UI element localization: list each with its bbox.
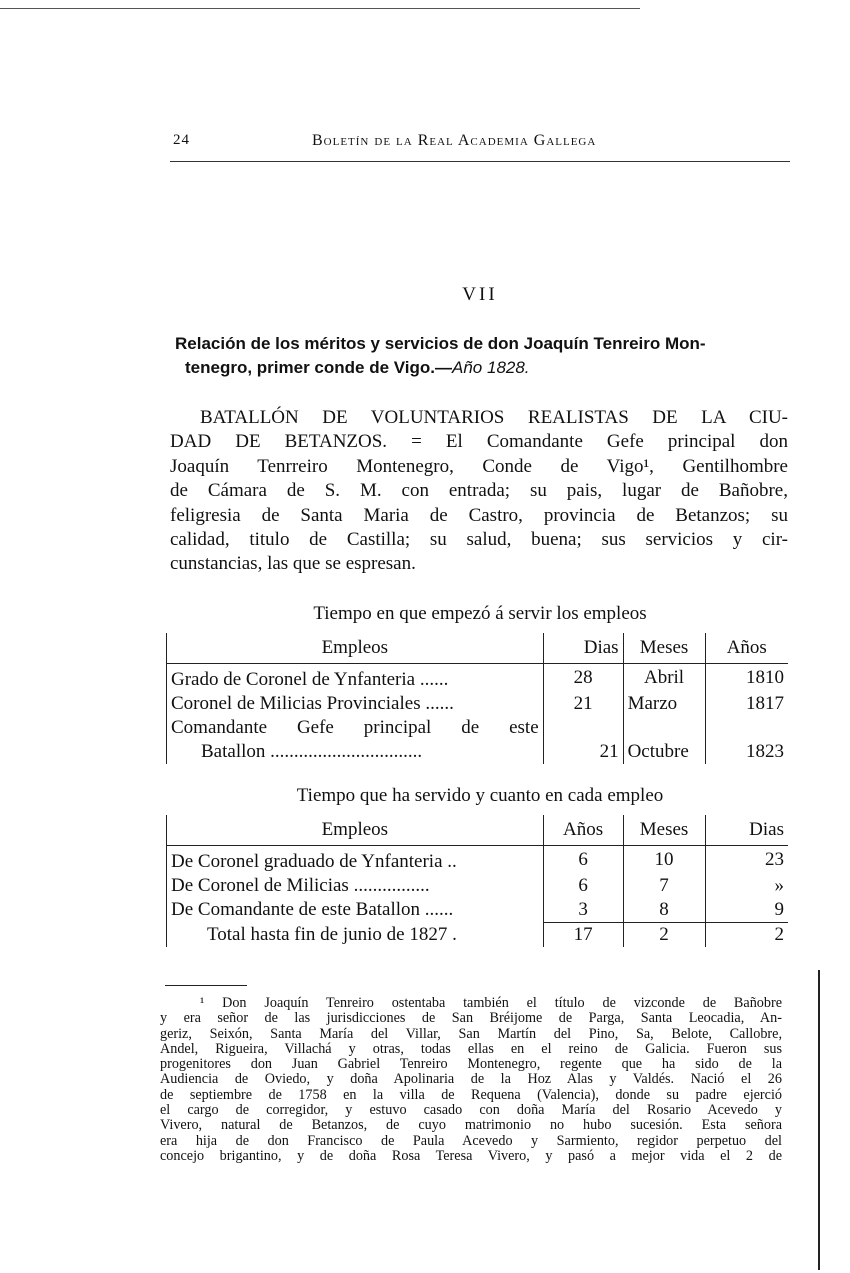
cell: 7	[623, 874, 705, 898]
cell: 1817	[705, 692, 788, 716]
title-line-1: Relación de los méritos y servicios de don Joaquín Tenreiro Mon-	[175, 334, 706, 353]
scan-artifact-line	[0, 8, 640, 9]
footnote-line: progenitores don Juan Gabriel Tenreiro Montenegro, regente que ha sido de la	[160, 1056, 782, 1073]
cell: 21	[543, 740, 623, 764]
section-number: VII	[462, 284, 498, 305]
footnote-line: Andel, Rigueira, Villachá y otras, todas ellas en el reino de Galicia. Fueron sus	[160, 1040, 782, 1057]
footnote-line: ¹ Don Joaquín Tenreiro ostentaba también el título de vizconde de Bañobre	[200, 995, 782, 1011]
paragraph-line: calidad, titulo de Castilla; su salud, buena; sus servicios y cir-	[170, 529, 788, 551]
cell: Batallon ................................	[167, 740, 544, 764]
cell: Grado de Coronel de Ynfanteria ......	[167, 664, 544, 693]
cell: De Coronel graduado de Ynfanteria ..	[167, 846, 544, 875]
cell: 6	[543, 874, 623, 898]
header-cell: Dias	[705, 815, 788, 846]
cell: Comandante Gefe principal de este	[167, 716, 544, 740]
footnote-line: Audiencia de Oviedo, y doña Apolinaria de la Hoz Alas y Valdés. Nació el 26	[160, 1071, 782, 1088]
table-row	[167, 846, 789, 875]
header-cell: Meses	[623, 815, 705, 846]
paragraph-line: de Cámara de S. M. con entrada; su pais, lugar de Bañobre,	[170, 480, 788, 502]
paragraph-line: feligresia de Santa Maria de Castro, provincia de Betanzos; su	[170, 504, 788, 526]
cell	[543, 716, 623, 740]
cell: Octubre	[623, 740, 705, 764]
cell	[623, 716, 705, 740]
cell: De Coronel de Milicias ................	[167, 874, 544, 898]
cell: 17	[543, 923, 623, 948]
footnote-line: Vivero, natural de Betanzos, de cuyo matrimonio no hubo sucesión. Esta señora	[160, 1117, 782, 1134]
cell: 2	[705, 923, 788, 948]
cell: Abril	[623, 664, 705, 693]
footnote-line: de septiembre de 1758 en la villa de Requena (Valencia), donde su padre ejerció	[160, 1086, 782, 1103]
footnote-line: y era señor de las jurisdicciones de San Bréijome de Parga, Santa Leocadia, An-	[160, 1010, 782, 1027]
paragraph-line: BATALLÓN DE VOLUNTARIOS REALISTAS DE LA CIU-	[200, 407, 788, 428]
cell: 9	[705, 898, 788, 923]
title-year: Año 1828.	[452, 358, 530, 377]
cell: De Comandante de este Batallon ......	[167, 898, 544, 923]
header-rule	[170, 161, 790, 162]
cell: 1810	[705, 664, 788, 693]
table2-caption: Tiempo que ha servido y cuanto en cada empleo	[296, 785, 664, 806]
table-row	[167, 664, 789, 693]
table2	[166, 815, 788, 947]
cell: 8	[623, 898, 705, 923]
title-line-2: tenegro, primer conde de Vigo.—	[185, 358, 453, 377]
body-paragraph	[170, 406, 788, 577]
footnote-line: concejo brigantino, y de doña Rosa Teresa Vivero, y pasó a mejor vida el 2 de	[160, 1147, 782, 1164]
table-header-row	[167, 633, 789, 664]
header-cell: Meses	[623, 633, 705, 664]
header-cell: Dias	[543, 633, 623, 664]
cell	[705, 716, 788, 740]
journal-title: Boletín de la Real Academia Gallega	[312, 132, 597, 149]
cell: Total hasta fin de junio de 1827 .	[167, 923, 544, 948]
cell: 23	[705, 846, 788, 875]
table-row	[167, 898, 789, 923]
paragraph-line: Joaquín Tenrreiro Montenegro, Conde de Vigo¹, Gentilhombre	[170, 455, 788, 477]
cell: 6	[543, 846, 623, 875]
header-cell: Años	[705, 633, 788, 664]
cell: »	[705, 874, 788, 898]
header-cell: Años	[543, 815, 623, 846]
scan-edge-line	[818, 970, 820, 1270]
footnote-line: el cargo de corregidor, y estuvo casado con doña María del Rosario Acevedo y	[160, 1102, 782, 1119]
cell: 10	[623, 846, 705, 875]
table1	[166, 633, 788, 764]
cell: 3	[543, 898, 623, 923]
table-row	[167, 692, 789, 716]
cell: Coronel de Milicias Provinciales ......	[167, 692, 544, 716]
paragraph-line: DAD DE BETANZOS. = El Comandante Gefe principal don	[170, 431, 788, 453]
total-row	[167, 923, 789, 948]
cell: 2	[623, 923, 705, 948]
cell: 28	[543, 664, 623, 693]
footnote-line: geriz, Seixón, Santa María del Villar, San Martín del Pino, Sa, Belote, Callobre,	[160, 1025, 782, 1042]
cell: Marzo	[623, 692, 705, 716]
table-row	[167, 716, 789, 740]
page-number: 24	[173, 132, 190, 148]
footnote	[160, 996, 782, 1164]
header-cell: Empleos	[167, 633, 544, 664]
header-cell: Empleos	[167, 815, 544, 846]
document-title	[175, 332, 790, 380]
table-header-row	[167, 815, 789, 846]
footnote-line: era hija de don Francisco de Paula Acevedo y Sarmiento, regidor perpetuo del	[160, 1132, 782, 1149]
title-line-2-wrap	[175, 356, 790, 380]
running-header	[170, 132, 790, 154]
cell: 1823	[705, 740, 788, 764]
table-row	[167, 874, 789, 898]
paragraph-line: cunstancias, las que se espresan.	[170, 553, 416, 575]
footnote-rule	[165, 985, 247, 986]
table-row	[167, 740, 789, 764]
table1-caption: Tiempo en que empezó á servir los empleos	[313, 603, 647, 624]
cell: 21	[543, 692, 623, 716]
